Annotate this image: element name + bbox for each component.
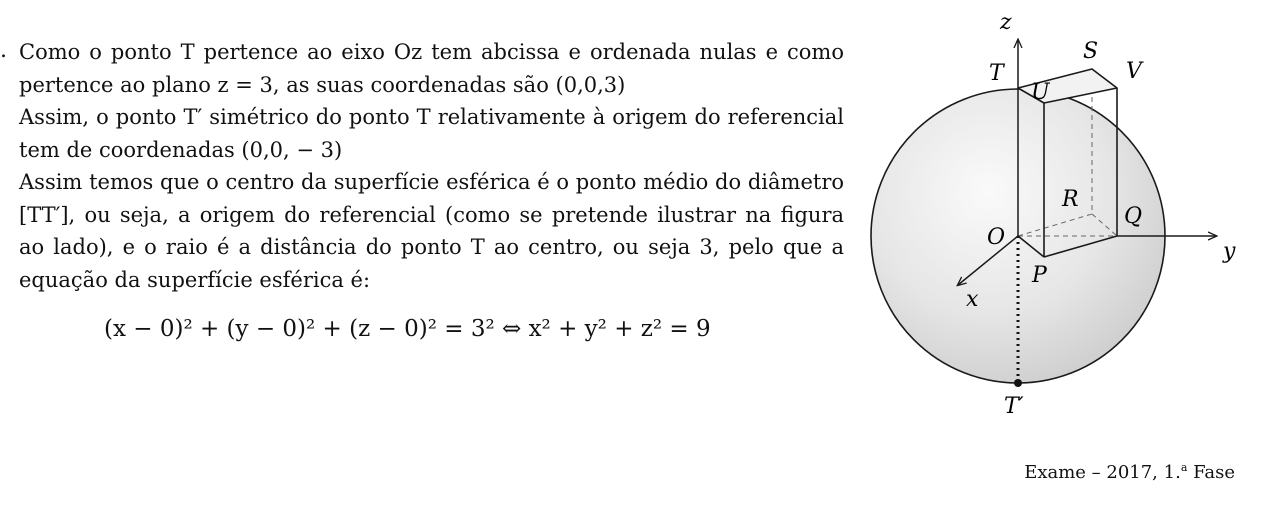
label-r: R bbox=[1062, 187, 1079, 212]
exam-source bbox=[1024, 461, 1235, 483]
label-q: Q bbox=[1124, 204, 1143, 229]
sphere-equation: (x − 0)² + (y − 0)² + (z − 0)² = 3² ⇔ x² + y² + z² = 9 bbox=[104, 316, 711, 342]
label-v: V bbox=[1126, 59, 1142, 84]
label-t: T bbox=[989, 61, 1004, 86]
label-p: P bbox=[1032, 263, 1047, 288]
label-x: x bbox=[966, 287, 979, 312]
sphere-diagram bbox=[850, 0, 1250, 440]
point-t-prime bbox=[1014, 379, 1022, 387]
exam-source-phase: Fase bbox=[1187, 462, 1235, 483]
list-bullet: . bbox=[0, 38, 7, 63]
sphere-figure bbox=[850, 0, 1250, 444]
label-y: y bbox=[1223, 239, 1236, 264]
paragraph-point-t-coordinates: Como o ponto T pertence ao eixo Oz tem abcissa e ordenada nulas e como pertence ao plano z = 3, as suas coordenadas são (0,0,3) bbox=[19, 40, 844, 97]
label-u: U bbox=[1031, 80, 1050, 105]
paragraph-sphere-center-radius: Assim temos que o centro da superfície esférica é o ponto médio do diâmetro [TT′], ou seja, a origem do referencial (como se pretende ilustrar na figura ao lado), e o raio é a distância do ponto T ao centro, ou seja 3, pelo que a equação da superfície esférica é: bbox=[19, 170, 844, 292]
exam-source-superscript: a bbox=[1180, 461, 1188, 474]
paragraph-symmetric-point: Assim, o ponto T′ simétrico do ponto T relativamente à origem do referencial tem de coordenadas (0,0, − 3) bbox=[19, 105, 844, 162]
label-z: z bbox=[1000, 10, 1012, 35]
exam-source-text: Exame – 2017, 1. bbox=[1024, 462, 1181, 483]
solution-text bbox=[19, 36, 844, 296]
label-t-prime: T′ bbox=[1004, 394, 1024, 419]
label-s: S bbox=[1083, 39, 1099, 64]
label-o: O bbox=[987, 225, 1006, 250]
